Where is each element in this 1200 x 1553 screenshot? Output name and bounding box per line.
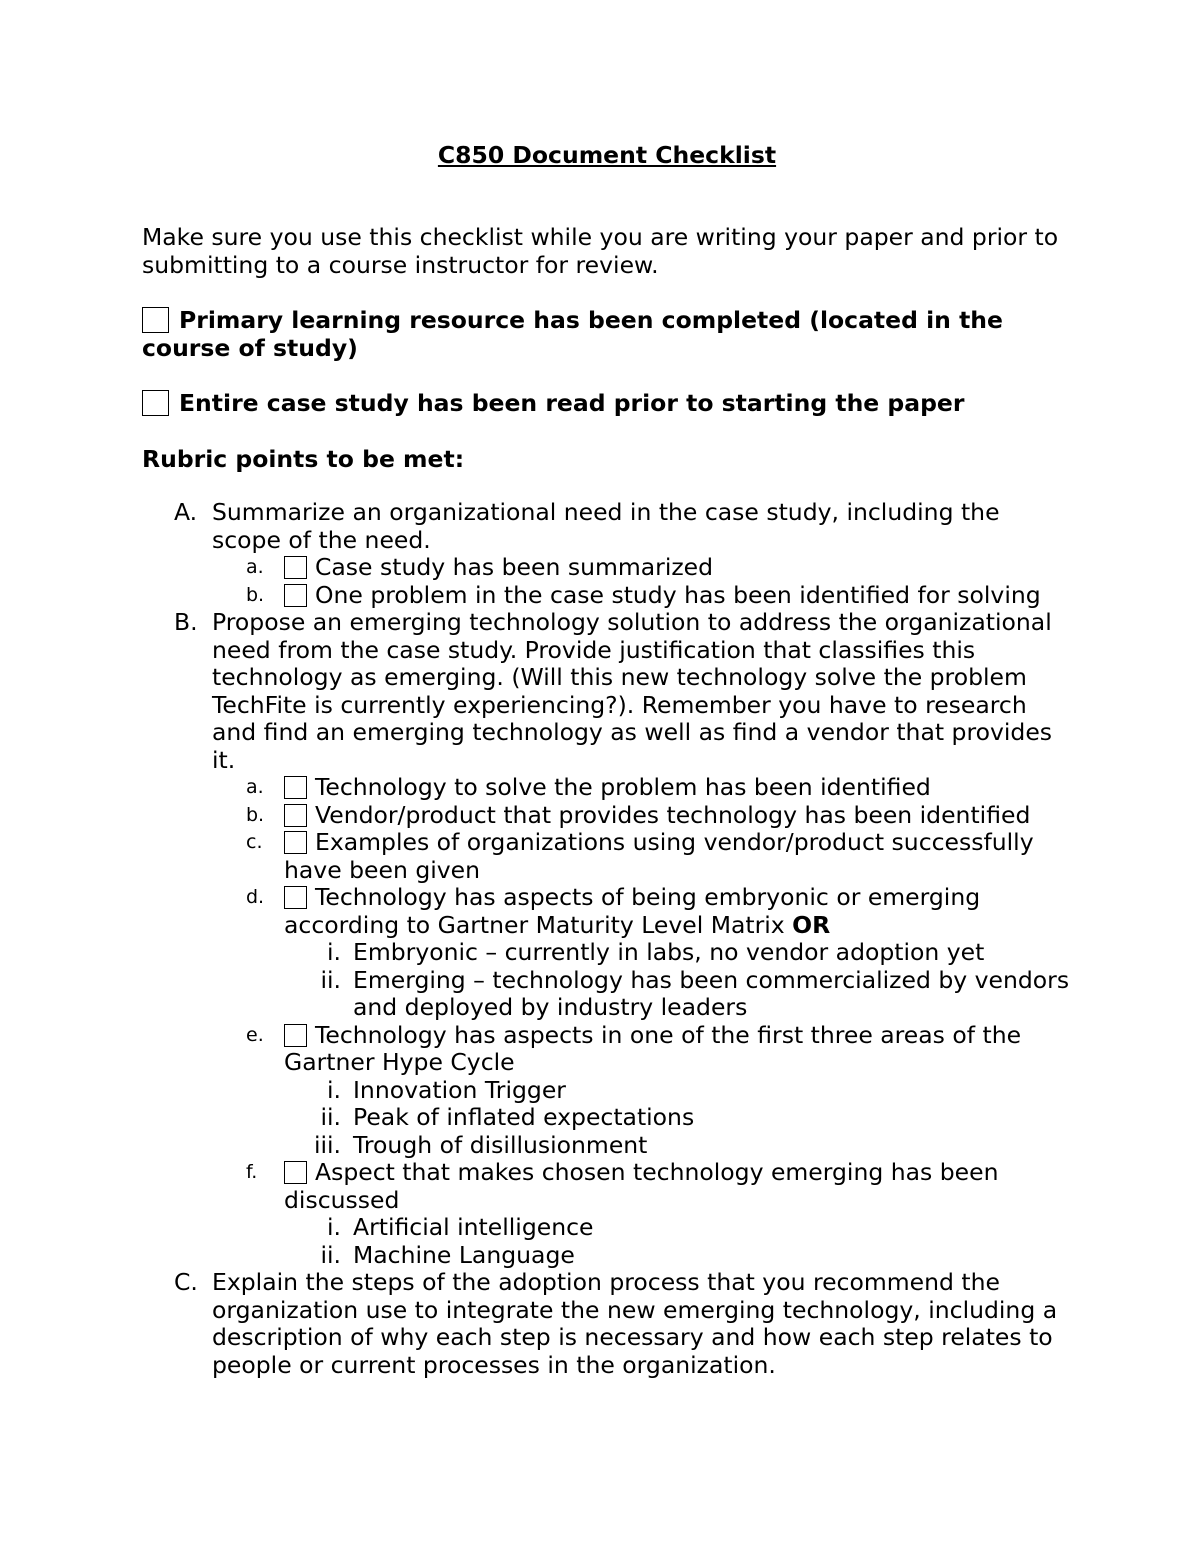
list-marker: C. <box>174 1268 198 1296</box>
sub-item <box>142 582 1072 610</box>
roman-item-text: Innovation Trigger <box>353 1075 566 1104</box>
list-marker: A. <box>174 498 198 526</box>
sub-item <box>142 554 1072 582</box>
list-marker: ii. <box>320 965 341 994</box>
or-emphasis: OR <box>792 910 831 939</box>
sub-item-text: Case study has been summarized <box>315 553 714 581</box>
check-case-study-read <box>142 390 1072 418</box>
roman-item-text: Embryonic – currently in labs, no vendor adoption yet <box>353 938 985 966</box>
rubric-item-c <box>142 1269 1072 1379</box>
list-marker: d. <box>246 886 265 908</box>
list-marker: b. <box>246 803 265 826</box>
rubric-text: Summarize an organizational need in the case study, including the scope of the need. <box>212 498 1000 554</box>
list-marker: i. <box>327 1213 341 1241</box>
list-marker: iii. <box>313 1130 341 1159</box>
document-page <box>142 140 1072 1379</box>
sub-item-text: Technology has aspects in one of the first three areas of the Gartner Hype Cycle <box>284 1020 1022 1076</box>
check-label: Primary learning resource has been completed (located in the course of study) <box>142 306 1003 362</box>
sub-item <box>142 829 1072 884</box>
document-title: C850 Document Checklist <box>437 141 777 169</box>
roman-item-text: Emerging – technology has been commercialized by vendors and deployed by industry leaders <box>353 965 1070 1021</box>
roman-item <box>142 1077 1072 1105</box>
roman-item <box>142 1214 1072 1242</box>
sub-item-text: One problem in the case study has been identified for solving <box>315 580 1041 609</box>
checkbox[interactable] <box>284 804 307 827</box>
list-marker: a. <box>246 556 264 578</box>
checkbox[interactable] <box>284 1024 307 1047</box>
sub-item-text: Vendor/product that provides technology has been identified <box>315 800 1031 829</box>
sub-item-text: Technology to solve the problem has been identified <box>315 773 931 801</box>
sub-item <box>142 1159 1072 1214</box>
roman-item-text: Peak of inflated expectations <box>353 1103 695 1131</box>
checkbox[interactable] <box>284 556 307 579</box>
checkbox[interactable] <box>284 831 307 854</box>
checkbox[interactable] <box>142 390 169 416</box>
list-marker: b. <box>246 583 265 606</box>
rubric-item-a <box>142 499 1072 554</box>
list-marker: ii. <box>320 1240 341 1269</box>
sub-item <box>142 884 1072 939</box>
list-marker: B. <box>174 608 198 636</box>
sub-item <box>142 774 1072 802</box>
roman-item <box>142 967 1072 1022</box>
check-label: Entire case study has been read prior to starting the paper <box>179 389 965 417</box>
intro-paragraph: Make sure you use this checklist while you are writing your paper and prior to submitting to a course instructor for review. <box>142 223 1059 279</box>
roman-item <box>142 1242 1072 1270</box>
rubric-text: Explain the steps of the adoption process that you recommend the organization use to integrate the new emerging technology, including a description of why each step is necessary and how each step relates to people or current processes in the organization. <box>212 1268 1058 1379</box>
roman-item <box>142 939 1072 967</box>
checkbox[interactable] <box>284 1161 307 1184</box>
sub-item <box>142 802 1072 830</box>
list-marker: c. <box>246 831 263 853</box>
checkbox[interactable] <box>284 584 307 607</box>
roman-item <box>142 1104 1072 1132</box>
roman-item <box>142 1132 1072 1160</box>
list-marker: ii. <box>320 1103 341 1131</box>
sub-item <box>142 1022 1072 1077</box>
list-marker: i. <box>327 938 341 966</box>
checkbox[interactable] <box>284 776 307 799</box>
rubric-item-b <box>142 609 1072 774</box>
sub-item-text: Examples of organizations using vendor/product successfully have been given <box>284 828 1034 884</box>
list-marker: a. <box>246 776 264 798</box>
list-marker: f. <box>246 1161 258 1183</box>
roman-item-text: Artificial intelligence <box>353 1213 594 1241</box>
sub-item-text: Aspect that makes chosen technology emerging has been discussed <box>284 1158 999 1214</box>
rubric-heading: Rubric points to be met: <box>142 444 465 473</box>
checkbox[interactable] <box>142 307 169 333</box>
checkbox[interactable] <box>284 886 307 909</box>
list-marker: i. <box>327 1075 341 1104</box>
rubric-list <box>142 499 1072 1379</box>
roman-item-text: Machine Language <box>353 1240 575 1269</box>
check-primary-learning <box>142 307 1072 362</box>
sub-item-text: Technology has aspects of being embryonic or emerging according to Gartner Maturity Level Matrix <box>284 883 981 939</box>
roman-item-text: Trough of disillusionment <box>353 1130 648 1159</box>
rubric-text: Propose an emerging technology solution to address the organizational need from the case study. Provide justification that classifies this technology as emerging. (Will this new technology solve the problem TechFite is currently experiencing?). Remember you have to research and find an emerging technology as well as find a vendor that provides it. <box>212 608 1053 774</box>
list-marker: e. <box>246 1023 264 1046</box>
